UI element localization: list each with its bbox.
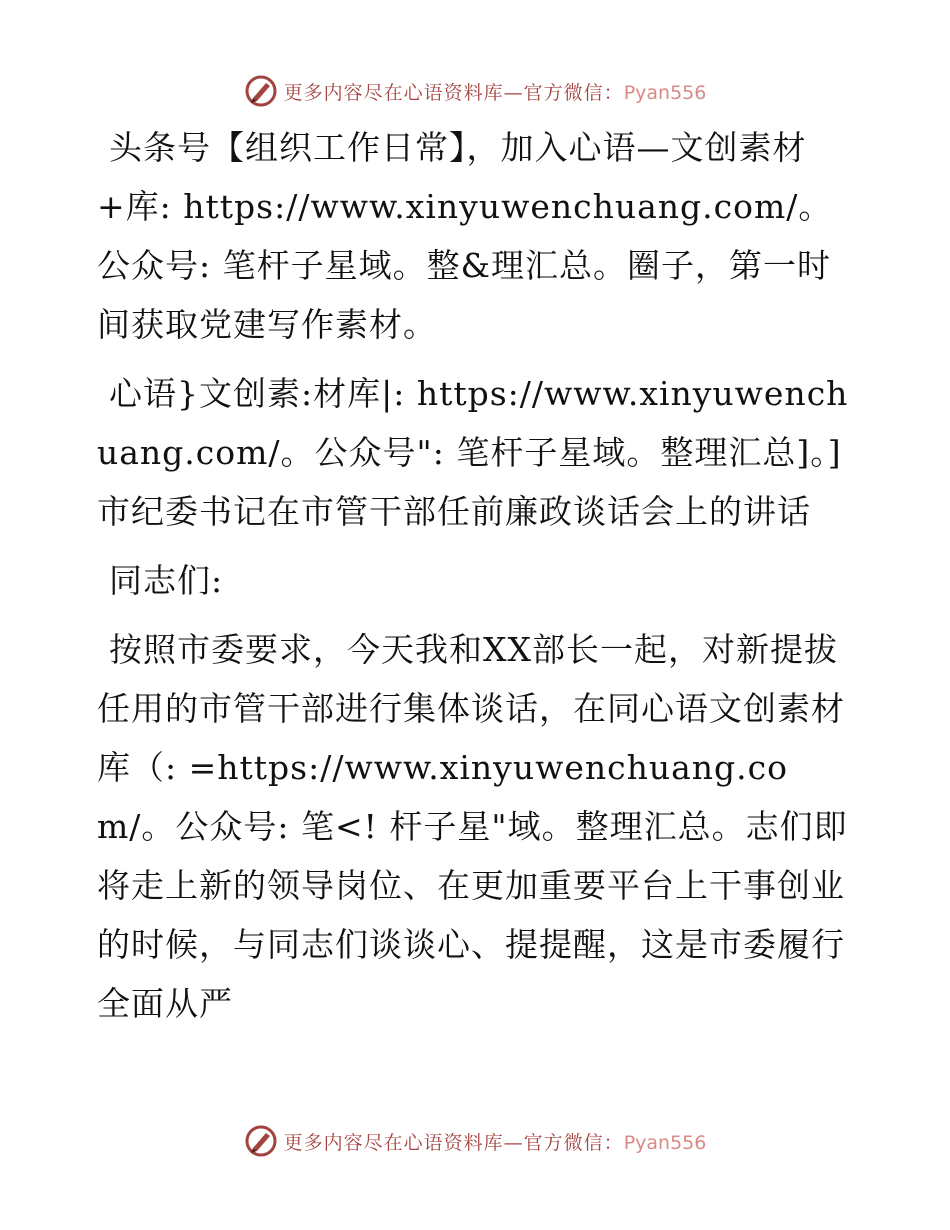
banner-main-text: 更多内容尽在心语资料库 [283, 81, 504, 104]
banner-wechat-id: Pyan556 [623, 81, 707, 104]
banner-wechat-id: Pyan556 [623, 1131, 707, 1154]
banner-wechat-label: 官方微信： [523, 1131, 624, 1154]
paragraph-intro-1: 头条号【组织工作日常】，加入心语—文创素材+库: https://www.xinyuwenchuang.com/。公众号: 笔杆子星域。整&理汇总。圈子，第一时间获取党建写作素材。 [97, 128, 833, 344]
paragraph-body: 按照市委要求，今天我和XX部长一起，对新提拔任用的市管干部进行集体谈话，在同心语文创素材库（: =https://www.xinyuwenchuang.com/。公众号: 笔<! 杆子星"域。整理汇总。志们即将走上新的领导岗位、在更加重要平台上干事创业的时候，与同志们谈谈心、提提醒，这是市委履行全面从严 [97, 630, 848, 1023]
banner-text [284, 78, 707, 105]
banner-text [284, 1128, 707, 1155]
banner-separator: — [503, 1131, 524, 1154]
banner-wechat-label: 官方微信： [523, 81, 624, 104]
document-body [97, 118, 853, 1043]
header-banner [0, 71, 950, 111]
pen-logo-icon [244, 74, 278, 108]
pen-logo-icon [244, 1124, 278, 1158]
paragraph-salutation: 同志们: [109, 561, 224, 600]
banner-main-text: 更多内容尽在心语资料库 [283, 1131, 504, 1154]
banner-separator: — [503, 81, 524, 104]
paragraph-intro-2-title: 心语}文创素:材库|: https://www.xinyuwenchuang.com/。公众号": 笔杆子星域。整理汇总]。]市纪委书记在市管干部任前廉政谈话会上的讲话 [97, 374, 849, 531]
footer-banner [0, 1121, 950, 1161]
